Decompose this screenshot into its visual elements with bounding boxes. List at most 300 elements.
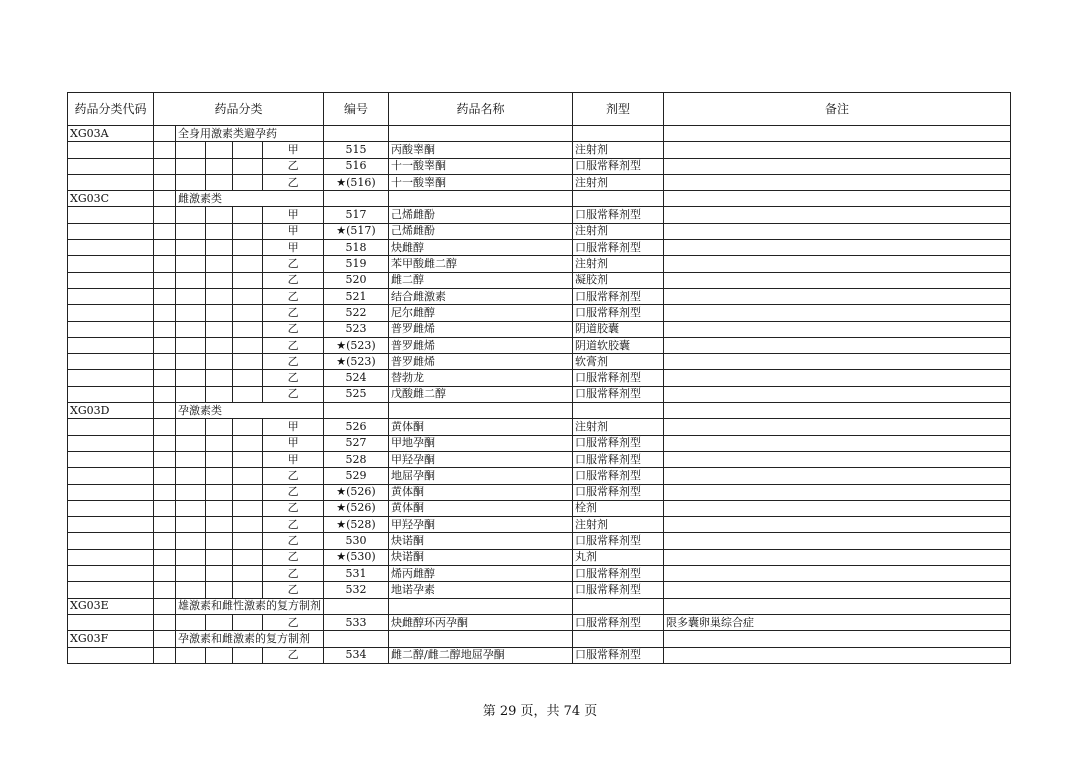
- cell-remark: [664, 321, 1011, 337]
- cell-code: [68, 451, 154, 467]
- cell-remark: [664, 468, 1011, 484]
- cell-level: 乙: [263, 272, 324, 288]
- cell-spacer: [176, 305, 206, 321]
- cell-spacer: [205, 500, 233, 516]
- cell-level: 乙: [263, 386, 324, 402]
- cell-drug-name: 炔诺酮: [389, 533, 573, 549]
- cell-spacer: [154, 207, 176, 223]
- cell-spacer: [205, 566, 233, 582]
- cell-code: [68, 158, 154, 174]
- cell-spacer: [233, 468, 263, 484]
- cell-remark: [664, 240, 1011, 256]
- table-row: [68, 614, 1011, 630]
- cell-remark: [664, 386, 1011, 402]
- cell-dosage-form: 注射剂: [573, 419, 664, 435]
- table-row: [68, 305, 1011, 321]
- table-row: [68, 370, 1011, 386]
- cell-spacer: [233, 321, 263, 337]
- cell-drug-name: 丙酸睾酮: [389, 142, 573, 158]
- cell-spacer: [154, 256, 176, 272]
- cell-code: [68, 533, 154, 549]
- cell-spacer: [154, 142, 176, 158]
- cell-code: XG03C: [68, 191, 154, 207]
- cell-number: 533: [324, 614, 389, 630]
- cell-spacer: [205, 158, 233, 174]
- cell-number: 531: [324, 566, 389, 582]
- table-row: [68, 223, 1011, 239]
- cell-remark: [664, 500, 1011, 516]
- cell-spacer: [205, 435, 233, 451]
- cell-spacer: [233, 419, 263, 435]
- cell-number: [324, 403, 389, 419]
- table-row: [68, 256, 1011, 272]
- cell-level: 乙: [263, 158, 324, 174]
- cell-code: [68, 223, 154, 239]
- cell-spacer: [233, 207, 263, 223]
- cell-remark: [664, 256, 1011, 272]
- cell-code: [68, 566, 154, 582]
- cell-code: [68, 337, 154, 353]
- cell-spacer: [233, 500, 263, 516]
- cell-number: ★(523): [324, 337, 389, 353]
- cell-spacer: [176, 158, 206, 174]
- cell-dosage-form: 口服常释剂型: [573, 451, 664, 467]
- cell-code: [68, 288, 154, 304]
- cell-code: [68, 272, 154, 288]
- cell-drug-name: 黄体酮: [389, 484, 573, 500]
- cell-spacer: [176, 566, 206, 582]
- cell-drug-name: [389, 126, 573, 142]
- cell-drug-name: 十一酸睾酮: [389, 158, 573, 174]
- header-dosage-form: 剂型: [573, 93, 664, 126]
- table-row: [68, 468, 1011, 484]
- cell-spacer: [233, 517, 263, 533]
- cell-spacer: [233, 614, 263, 630]
- cell-number: 526: [324, 419, 389, 435]
- cell-number: ★(530): [324, 549, 389, 565]
- cell-code: [68, 500, 154, 516]
- cell-spacer: [154, 240, 176, 256]
- cell-spacer: [176, 207, 206, 223]
- cell-dosage-form: 口服常释剂型: [573, 484, 664, 500]
- cell-drug-name: 替勃龙: [389, 370, 573, 386]
- cell-drug-name: 甲地孕酮: [389, 435, 573, 451]
- cell-spacer: [205, 468, 233, 484]
- header-remark: 备注: [664, 93, 1011, 126]
- table-row: [68, 533, 1011, 549]
- cell-remark: [664, 435, 1011, 451]
- cell-number: 516: [324, 158, 389, 174]
- cell-dosage-form: 口服常释剂型: [573, 158, 664, 174]
- cell-spacer: [154, 223, 176, 239]
- cell-spacer: [176, 435, 206, 451]
- table-row: [68, 582, 1011, 598]
- cell-spacer: [176, 174, 206, 190]
- cell-spacer: [205, 647, 233, 663]
- cell-code: [68, 370, 154, 386]
- cell-code: [68, 517, 154, 533]
- cell-spacer: [233, 256, 263, 272]
- cell-spacer: [233, 451, 263, 467]
- cell-spacer: [205, 223, 233, 239]
- cell-level: 乙: [263, 354, 324, 370]
- cell-remark: [664, 142, 1011, 158]
- cell-code: [68, 614, 154, 630]
- table-row: [68, 207, 1011, 223]
- cell-dosage-form: [573, 191, 664, 207]
- cell-spacer: [176, 223, 206, 239]
- cell-number: ★(526): [324, 500, 389, 516]
- cell-level: 乙: [263, 256, 324, 272]
- cell-remark: [664, 126, 1011, 142]
- table-row: [68, 191, 1011, 207]
- cell-spacer: [233, 223, 263, 239]
- cell-spacer: [154, 533, 176, 549]
- table-row: [68, 321, 1011, 337]
- cell-drug-name: 甲羟孕酮: [389, 451, 573, 467]
- cell-category: 雌激素类: [176, 191, 324, 207]
- table-row: [68, 337, 1011, 353]
- cell-spacer: [176, 272, 206, 288]
- cell-spacer: [205, 533, 233, 549]
- cell-level: 乙: [263, 647, 324, 663]
- cell-spacer: [176, 354, 206, 370]
- cell-spacer: [154, 582, 176, 598]
- cell-level: 甲: [263, 223, 324, 239]
- cell-category: 孕激素和雌激素的复方制剂: [176, 631, 324, 647]
- cell-code: XG03D: [68, 403, 154, 419]
- cell-drug-name: 甲羟孕酮: [389, 517, 573, 533]
- table-row: [68, 403, 1011, 419]
- cell-spacer: [176, 240, 206, 256]
- cell-spacer: [154, 419, 176, 435]
- cell-dosage-form: 阴道软胶囊: [573, 337, 664, 353]
- cell-spacer: [205, 174, 233, 190]
- cell-spacer: [154, 647, 176, 663]
- cell-remark: [664, 223, 1011, 239]
- cell-remark: [664, 354, 1011, 370]
- cell-code: [68, 354, 154, 370]
- cell-spacer: [233, 549, 263, 565]
- cell-spacer: [176, 647, 206, 663]
- cell-drug-name: 地诺孕素: [389, 582, 573, 598]
- cell-remark: [664, 174, 1011, 190]
- cell-code: [68, 647, 154, 663]
- cell-dosage-form: 注射剂: [573, 517, 664, 533]
- cell-drug-name: 己烯雌酚: [389, 207, 573, 223]
- cell-spacer: [176, 142, 206, 158]
- cell-spacer: [205, 549, 233, 565]
- cell-level: 乙: [263, 549, 324, 565]
- cell-number: 532: [324, 582, 389, 598]
- cell-remark: 限多囊卵巢综合症: [664, 614, 1011, 630]
- cell-spacer: [176, 614, 206, 630]
- cell-dosage-form: [573, 126, 664, 142]
- cell-dosage-form: 凝胶剂: [573, 272, 664, 288]
- cell-spacer: [233, 370, 263, 386]
- cell-spacer: [205, 614, 233, 630]
- cell-category: 全身用激素类避孕药: [176, 126, 324, 142]
- cell-dosage-form: 阴道胶囊: [573, 321, 664, 337]
- cell-remark: [664, 419, 1011, 435]
- cell-spacer: [233, 566, 263, 582]
- cell-level: 乙: [263, 174, 324, 190]
- cell-spacer: [154, 403, 176, 419]
- cell-level: 乙: [263, 468, 324, 484]
- cell-spacer: [154, 451, 176, 467]
- cell-drug-name: 黄体酮: [389, 419, 573, 435]
- cell-code: [68, 582, 154, 598]
- cell-spacer: [154, 354, 176, 370]
- cell-dosage-form: 口服常释剂型: [573, 468, 664, 484]
- cell-spacer: [176, 484, 206, 500]
- cell-dosage-form: 栓剂: [573, 500, 664, 516]
- cell-spacer: [205, 354, 233, 370]
- cell-level: 乙: [263, 517, 324, 533]
- table-row: [68, 598, 1011, 614]
- cell-remark: [664, 272, 1011, 288]
- cell-level: 乙: [263, 566, 324, 582]
- table-row: [68, 500, 1011, 516]
- cell-spacer: [176, 533, 206, 549]
- cell-spacer: [154, 321, 176, 337]
- cell-spacer: [176, 582, 206, 598]
- cell-code: [68, 174, 154, 190]
- cell-drug-name: [389, 631, 573, 647]
- cell-dosage-form: 注射剂: [573, 142, 664, 158]
- cell-drug-name: 普罗雌烯: [389, 321, 573, 337]
- cell-level: 乙: [263, 533, 324, 549]
- header-category: 药品分类: [154, 93, 324, 126]
- cell-remark: [664, 207, 1011, 223]
- cell-remark: [664, 403, 1011, 419]
- cell-dosage-form: 口服常释剂型: [573, 305, 664, 321]
- cell-drug-name: 炔诺酮: [389, 549, 573, 565]
- cell-number: [324, 631, 389, 647]
- cell-spacer: [233, 337, 263, 353]
- cell-spacer: [176, 370, 206, 386]
- cell-spacer: [176, 337, 206, 353]
- cell-remark: [664, 517, 1011, 533]
- cell-spacer: [233, 647, 263, 663]
- cell-dosage-form: 丸剂: [573, 549, 664, 565]
- cell-spacer: [176, 451, 206, 467]
- cell-spacer: [154, 549, 176, 565]
- header-number: 编号: [324, 93, 389, 126]
- cell-drug-name: 炔雌醇环丙孕酮: [389, 614, 573, 630]
- table-row: [68, 566, 1011, 582]
- cell-spacer: [176, 549, 206, 565]
- cell-drug-name: 黄体酮: [389, 500, 573, 516]
- cell-level: 甲: [263, 435, 324, 451]
- cell-code: [68, 386, 154, 402]
- cell-code: [68, 484, 154, 500]
- cell-level: 乙: [263, 370, 324, 386]
- cell-number: 534: [324, 647, 389, 663]
- cell-level: 乙: [263, 500, 324, 516]
- cell-remark: [664, 582, 1011, 598]
- cell-remark: [664, 158, 1011, 174]
- cell-number: 520: [324, 272, 389, 288]
- page-footer: 第 29 页，共 74 页: [482, 704, 598, 719]
- cell-spacer: [154, 370, 176, 386]
- cell-dosage-form: 口服常释剂型: [573, 386, 664, 402]
- cell-remark: [664, 370, 1011, 386]
- cell-number: 523: [324, 321, 389, 337]
- cell-spacer: [205, 305, 233, 321]
- cell-spacer: [233, 435, 263, 451]
- cell-spacer: [176, 500, 206, 516]
- cell-spacer: [154, 126, 176, 142]
- cell-spacer: [233, 272, 263, 288]
- cell-spacer: [205, 256, 233, 272]
- cell-spacer: [233, 158, 263, 174]
- cell-level: 甲: [263, 207, 324, 223]
- cell-category: 雄激素和雌性激素的复方制剂: [176, 598, 324, 614]
- cell-code: XG03F: [68, 631, 154, 647]
- table-row: [68, 288, 1011, 304]
- cell-level: 乙: [263, 614, 324, 630]
- cell-spacer: [154, 598, 176, 614]
- cell-number: [324, 598, 389, 614]
- cell-remark: [664, 549, 1011, 565]
- cell-level: 乙: [263, 321, 324, 337]
- cell-spacer: [154, 484, 176, 500]
- cell-number: 525: [324, 386, 389, 402]
- cell-dosage-form: 口服常释剂型: [573, 533, 664, 549]
- cell-spacer: [233, 305, 263, 321]
- cell-category: 孕激素类: [176, 403, 324, 419]
- table-row: [68, 647, 1011, 663]
- cell-number: ★(528): [324, 517, 389, 533]
- cell-drug-name: [389, 191, 573, 207]
- cell-code: [68, 240, 154, 256]
- cell-level: 乙: [263, 305, 324, 321]
- cell-spacer: [233, 354, 263, 370]
- table-row: [68, 174, 1011, 190]
- cell-dosage-form: 软膏剂: [573, 354, 664, 370]
- cell-spacer: [154, 631, 176, 647]
- cell-dosage-form: 口服常释剂型: [573, 582, 664, 598]
- cell-remark: [664, 191, 1011, 207]
- cell-dosage-form: 口服常释剂型: [573, 566, 664, 582]
- cell-dosage-form: 注射剂: [573, 174, 664, 190]
- cell-spacer: [154, 566, 176, 582]
- cell-code: XG03E: [68, 598, 154, 614]
- cell-dosage-form: 口服常释剂型: [573, 288, 664, 304]
- cell-spacer: [154, 468, 176, 484]
- cell-dosage-form: 口服常释剂型: [573, 435, 664, 451]
- cell-number: [324, 126, 389, 142]
- cell-spacer: [154, 272, 176, 288]
- cell-spacer: [205, 288, 233, 304]
- cell-code: [68, 468, 154, 484]
- cell-remark: [664, 647, 1011, 663]
- cell-code: [68, 435, 154, 451]
- cell-number: 522: [324, 305, 389, 321]
- table-row: [68, 517, 1011, 533]
- cell-spacer: [176, 321, 206, 337]
- cell-number: ★(516): [324, 174, 389, 190]
- table-row: [68, 484, 1011, 500]
- cell-dosage-form: 口服常释剂型: [573, 207, 664, 223]
- cell-drug-name: 烯丙雌醇: [389, 566, 573, 582]
- cell-number: 517: [324, 207, 389, 223]
- cell-spacer: [205, 207, 233, 223]
- cell-level: 甲: [263, 142, 324, 158]
- header-code: 药品分类代码: [68, 93, 154, 126]
- cell-level: 乙: [263, 484, 324, 500]
- cell-spacer: [154, 435, 176, 451]
- table-row: [68, 158, 1011, 174]
- cell-remark: [664, 566, 1011, 582]
- table-row: [68, 272, 1011, 288]
- cell-spacer: [205, 321, 233, 337]
- cell-spacer: [205, 370, 233, 386]
- cell-remark: [664, 533, 1011, 549]
- cell-number: ★(523): [324, 354, 389, 370]
- cell-number: 528: [324, 451, 389, 467]
- cell-code: [68, 419, 154, 435]
- cell-drug-name: [389, 598, 573, 614]
- cell-number: 521: [324, 288, 389, 304]
- cell-spacer: [233, 142, 263, 158]
- cell-code: [68, 305, 154, 321]
- cell-dosage-form: 口服常释剂型: [573, 647, 664, 663]
- cell-number: 515: [324, 142, 389, 158]
- table-row: [68, 126, 1011, 142]
- cell-level: 甲: [263, 240, 324, 256]
- cell-spacer: [176, 419, 206, 435]
- cell-number: 519: [324, 256, 389, 272]
- cell-spacer: [205, 337, 233, 353]
- cell-drug-name: 地屈孕酮: [389, 468, 573, 484]
- cell-spacer: [154, 500, 176, 516]
- cell-remark: [664, 337, 1011, 353]
- cell-spacer: [176, 288, 206, 304]
- cell-remark: [664, 484, 1011, 500]
- cell-spacer: [205, 484, 233, 500]
- table-row: [68, 240, 1011, 256]
- cell-level: 乙: [263, 288, 324, 304]
- cell-number: ★(526): [324, 484, 389, 500]
- cell-code: [68, 549, 154, 565]
- cell-spacer: [154, 337, 176, 353]
- cell-remark: [664, 305, 1011, 321]
- header-row: [68, 93, 1011, 126]
- cell-dosage-form: [573, 403, 664, 419]
- table-row: [68, 631, 1011, 647]
- cell-spacer: [205, 582, 233, 598]
- cell-number: 518: [324, 240, 389, 256]
- cell-dosage-form: [573, 631, 664, 647]
- cell-spacer: [154, 386, 176, 402]
- cell-drug-name: 炔雌醇: [389, 240, 573, 256]
- cell-number: 530: [324, 533, 389, 549]
- cell-code: XG03A: [68, 126, 154, 142]
- cell-spacer: [205, 272, 233, 288]
- cell-drug-name: 十一酸睾酮: [389, 174, 573, 190]
- cell-spacer: [176, 517, 206, 533]
- cell-drug-name: 苯甲酸雌二醇: [389, 256, 573, 272]
- table-row: [68, 549, 1011, 565]
- cell-spacer: [233, 288, 263, 304]
- cell-spacer: [176, 468, 206, 484]
- cell-drug-name: 己烯雌酚: [389, 223, 573, 239]
- cell-spacer: [154, 305, 176, 321]
- table-row: [68, 386, 1011, 402]
- cell-spacer: [176, 256, 206, 272]
